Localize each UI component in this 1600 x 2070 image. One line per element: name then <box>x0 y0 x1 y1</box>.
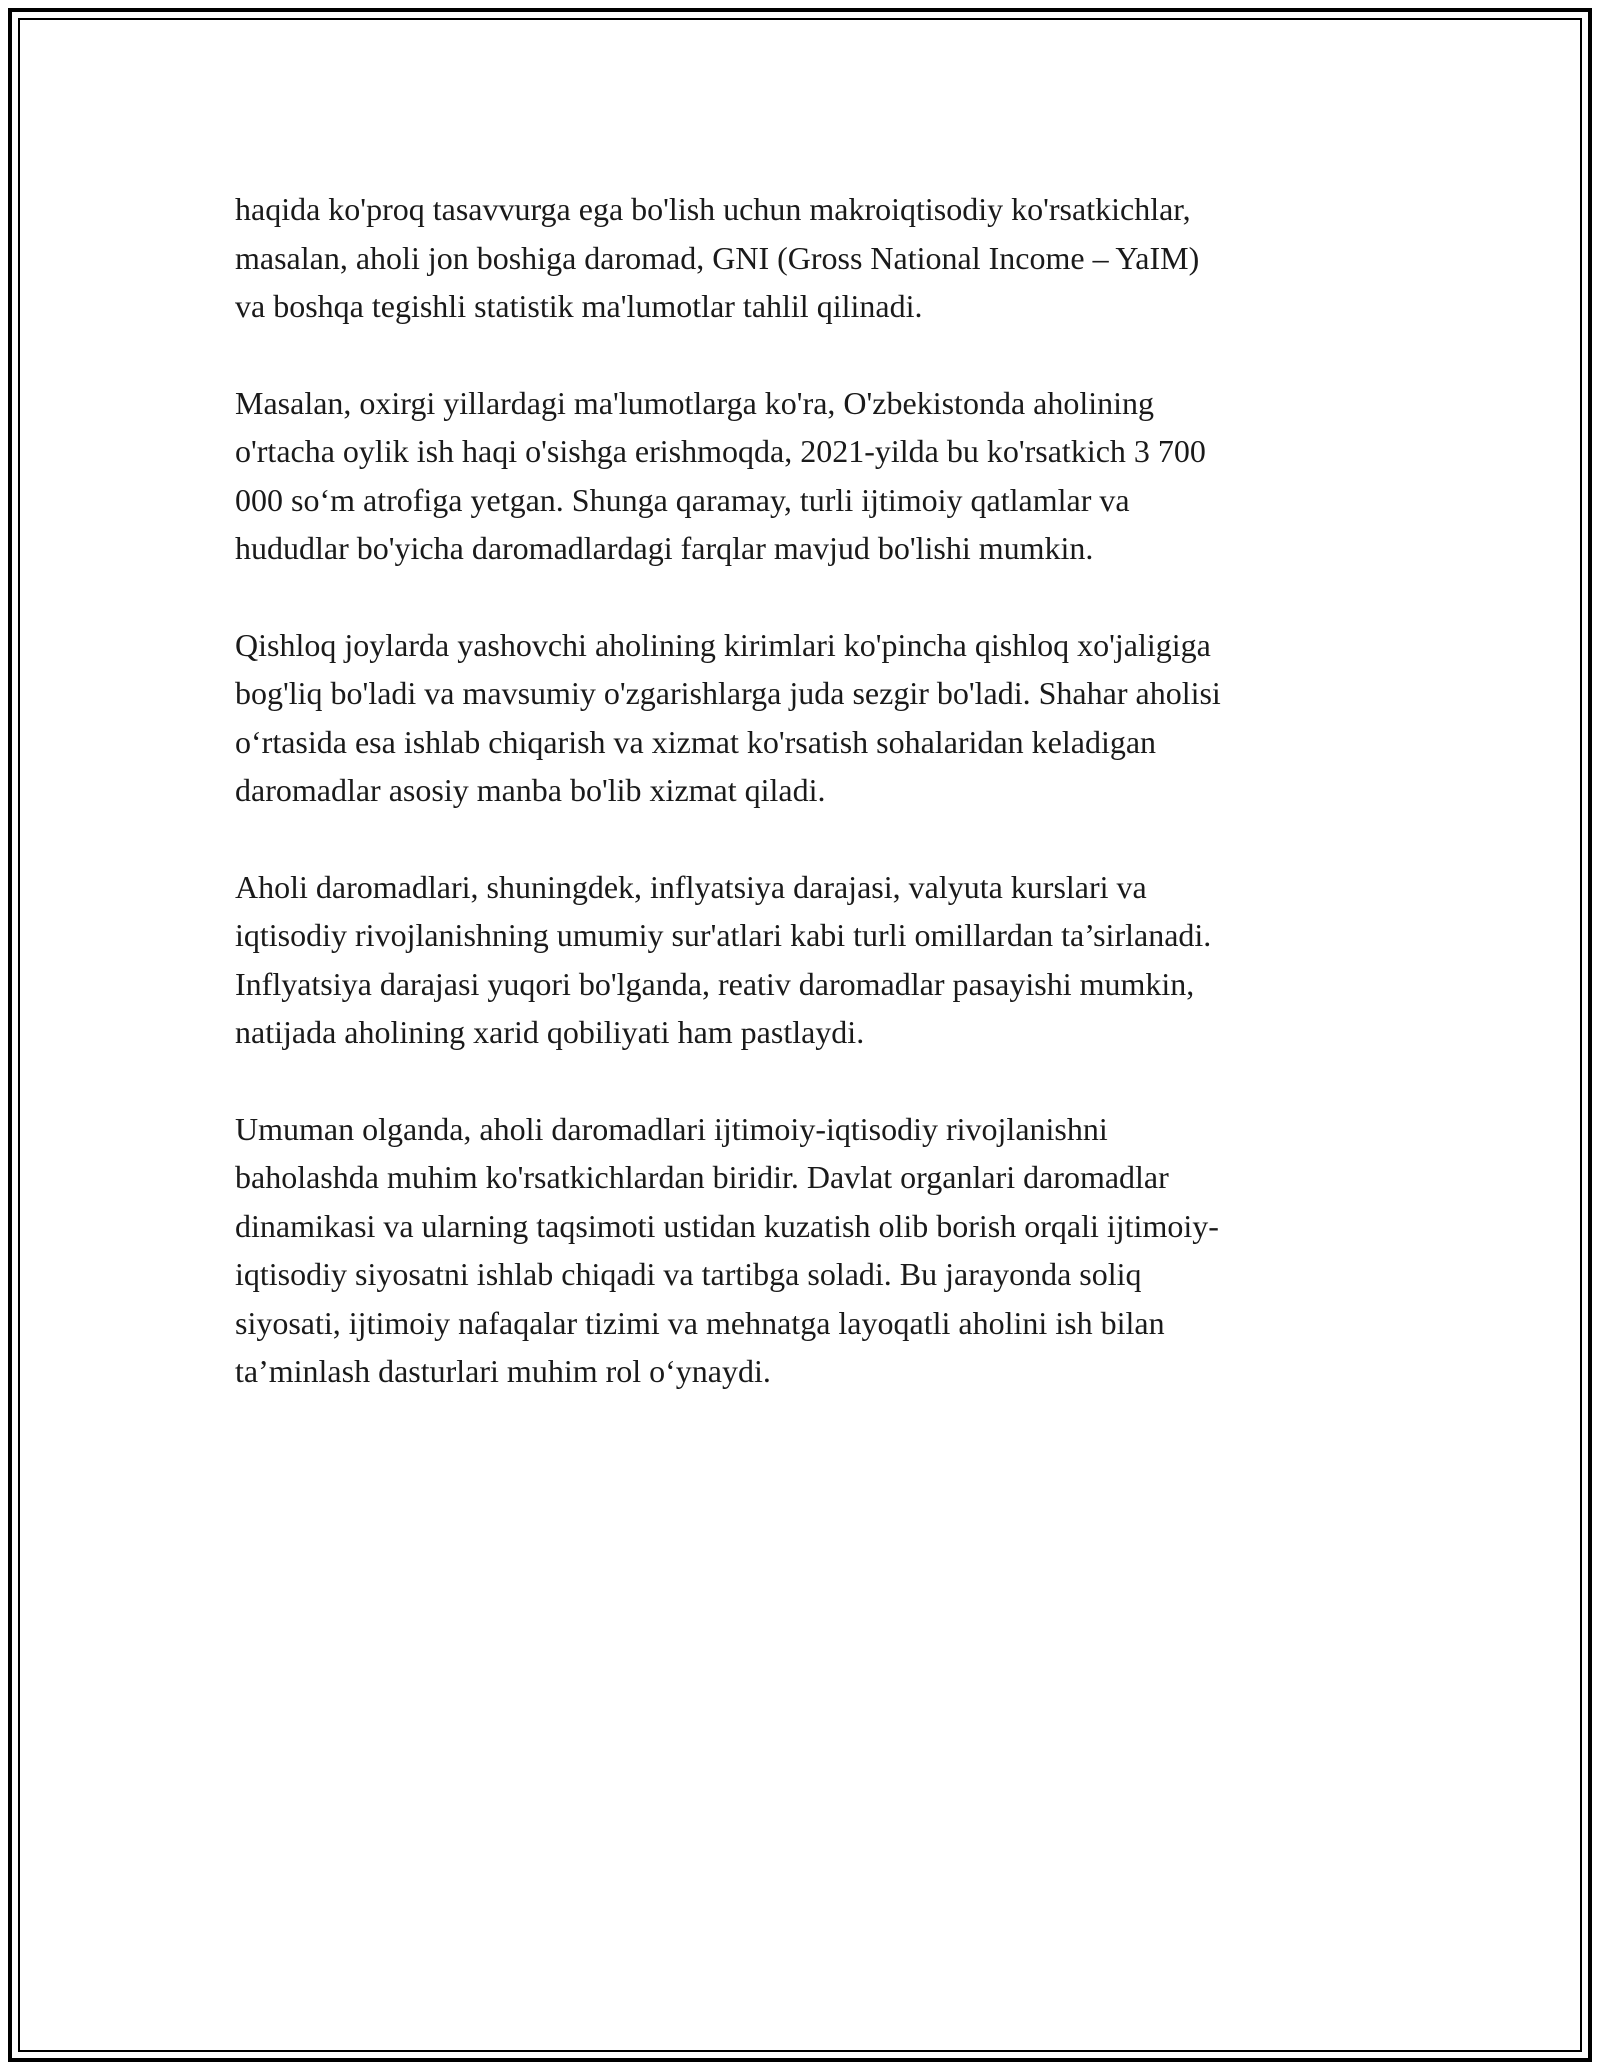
paragraph-1 <box>235 185 1385 331</box>
text-line: baholashda muhim ko'rsatkichlardan biridir. Davlat organlari daromadlar <box>235 1159 1169 1195</box>
text-line: Qishloq joylarda yashovchi aholining kirimlari ko'pincha qishloq xo'jaligiga <box>235 626 1211 663</box>
text-line: ta’minlash dasturlari muhim rol o‘ynaydi. <box>235 1353 771 1389</box>
text-line: 000 so‘m atrofiga yetgan. Shunga qaramay, turli ijtimoiy qatlamlar va <box>235 481 1130 518</box>
paragraph-3 <box>235 621 1385 815</box>
text-line: Aholi daromadlari, shuningdek, inflyatsiya darajasi, valyuta kurslari va <box>235 868 1147 905</box>
text-line: iqtisodiy rivojlanishning umumiy sur'atlari kabi turli omillardan ta’sirlanadi. <box>235 917 1212 953</box>
text-line: daromadlar asosiy manba bo'lib xizmat qiladi. <box>235 772 826 808</box>
text-line: masalan, aholi jon boshiga daromad, GNI (Gross National Income – YaIM) <box>235 239 1200 276</box>
text-line: bog'liq bo'ladi va mavsumiy o'zgarishlarga juda sezgir bo'ladi. Shahar aholisi <box>235 675 1221 711</box>
paragraph-2 <box>235 379 1385 573</box>
paragraph-4 <box>235 863 1385 1057</box>
text-line: va boshqa tegishli statistik ma'lumotlar tahlil qilinadi. <box>235 288 923 324</box>
text-line: Inflyatsiya darajasi yuqori bo'lganda, reativ daromadlar pasayishi mumkin, <box>235 965 1195 1002</box>
document-body <box>235 185 1385 1444</box>
text-line: haqida ko'proq tasavvurga ega bo'lish uchun makroiqtisodiy ko'rsatkichlar, <box>235 191 1191 227</box>
text-line: siyosati, ijtimoiy nafaqalar tizimi va mehnatga layoqatli aholini ish bilan <box>235 1304 1165 1341</box>
paragraph-5 <box>235 1105 1385 1396</box>
text-line: natijada aholining xarid qobiliyati ham pastlaydi. <box>235 1014 865 1050</box>
text-line: Masalan, oxirgi yillardagi ma'lumotlarga ko'ra, O'zbekistonda aholining <box>235 384 1155 421</box>
text-line: Umuman olganda, aholi daromadlari ijtimoiy-iqtisodiy rivojlanishni <box>235 1110 1108 1147</box>
text-line: o'rtacha oylik ish haqi o'sishga erishmoqda, 2021-yilda bu ko'rsatkich 3 700 <box>235 433 1206 469</box>
text-line: hududlar bo'yicha daromadlardagi farqlar mavjud bo'lishi mumkin. <box>235 530 1094 566</box>
text-line: iqtisodiy siyosatni ishlab chiqadi va tartibga soladi. Bu jarayonda soliq <box>235 1256 1142 1292</box>
text-line: o‘rtasida esa ishlab chiqarish va xizmat ko'rsatish sohalaridan keladigan <box>235 723 1157 760</box>
text-line: dinamikasi va ularning taqsimoti ustidan kuzatish olib borish orqali ijtimoiy- <box>235 1207 1219 1244</box>
